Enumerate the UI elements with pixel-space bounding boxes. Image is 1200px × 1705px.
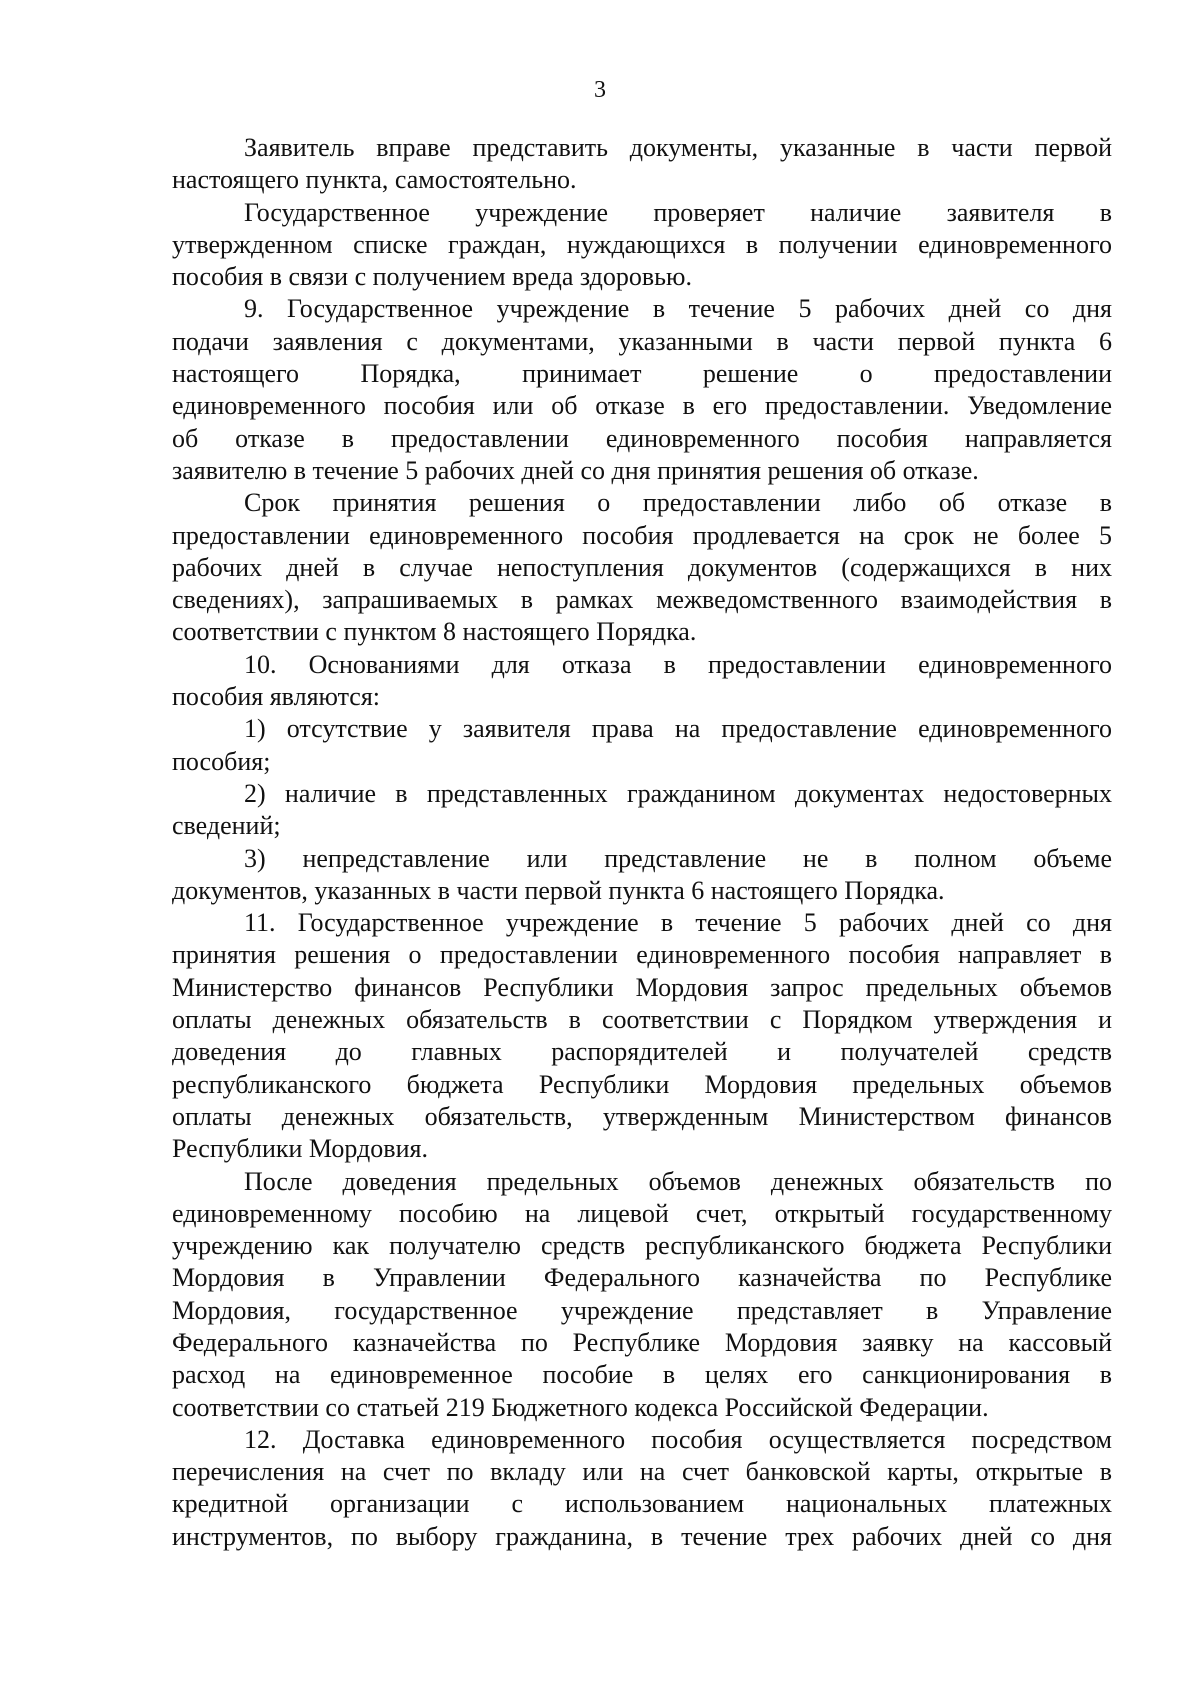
text-line: принятия решения о предоставлении единовременного пособия направляет в — [172, 940, 1112, 970]
page-number: 3 — [594, 77, 606, 103]
text-line: 10. Основаниями для отказа в предоставлении единовременного — [244, 649, 1112, 679]
paragraph — [172, 778, 1112, 843]
text-line: 1) отсутствие у заявителя права на предоставление единовременного — [244, 714, 1112, 744]
paragraph — [172, 1424, 1112, 1553]
text-line: Федерального казначейства по Республике Мордовия заявку на кассовый — [172, 1327, 1112, 1357]
paragraph — [172, 843, 1112, 908]
text-line: учреждению как получателю средств республиканского бюджета Республики — [172, 1231, 1112, 1261]
text-line: Государственное учреждение проверяет наличие заявителя в — [244, 197, 1112, 227]
text-line: оплаты денежных обязательств в соответствии с Порядком утверждения и — [172, 1005, 1112, 1035]
text-line: рабочих дней в случае непоступления документов (содержащихся в них — [172, 552, 1112, 582]
text-line: 2) наличие в представленных гражданином документах недостоверных — [244, 778, 1112, 808]
text-line: подачи заявления с документами, указанными в части первой пункта 6 — [172, 326, 1112, 356]
text-line: доведения до главных распорядителей и получателей средств — [172, 1037, 1112, 1067]
paragraph — [172, 649, 1112, 714]
text-line: Министерство финансов Республики Мордовия запрос предельных объемов — [172, 972, 1112, 1002]
text-line: пособия являются: — [172, 682, 381, 712]
text-line: утвержденном списке граждан, нуждающихся в получении единовременного — [172, 229, 1112, 259]
text-line: 3) непредставление или представление не в полном объеме — [244, 843, 1112, 873]
text-line: соответствии со статьей 219 Бюджетного кодекса Российской Федерации. — [172, 1392, 989, 1422]
text-line: сведениях), запрашиваемых в рамках межведомственного взаимодействия в — [172, 585, 1112, 615]
text-line: 12. Доставка единовременного пособия осуществляется посредством — [244, 1424, 1112, 1454]
text-line: об отказе в предоставлении единовременного пособия направляется — [172, 423, 1112, 453]
text-line: инструментов, по выбору гражданина, в течение трех рабочих дней со дня — [172, 1521, 1112, 1551]
text-line: единовременному пособию на лицевой счет, открытый государственному — [172, 1198, 1112, 1228]
text-line: настоящего пункта, самостоятельно. — [172, 165, 577, 195]
text-line: сведений; — [172, 811, 281, 841]
text-line: Срок принятия решения о предоставлении либо об отказе в — [244, 488, 1112, 518]
text-line: Мордовия в Управлении Федерального казначейства по Республике — [172, 1263, 1112, 1293]
paragraph — [172, 713, 1112, 778]
text-line: настоящего Порядка, принимает решение о предоставлении — [172, 359, 1112, 389]
paragraph — [172, 1166, 1112, 1424]
text-line: предоставлении единовременного пособия продлевается на срок не более 5 — [172, 520, 1112, 550]
text-line: 9. Государственное учреждение в течение 5 рабочих дней со дня — [244, 294, 1112, 324]
document-body — [172, 132, 1112, 1553]
paragraph — [172, 197, 1112, 294]
text-line: Республики Мордовия. — [172, 1134, 428, 1164]
text-line: пособия; — [172, 746, 271, 776]
paragraph — [172, 907, 1112, 1165]
text-line: перечисления на счет по вкладу или на счет банковской карты, открытые в — [172, 1457, 1112, 1487]
text-line: республиканского бюджета Республики Мордовия предельных объемов — [172, 1069, 1112, 1099]
text-line: После доведения предельных объемов денежных обязательств по — [244, 1166, 1112, 1196]
text-line: Заявитель вправе представить документы, указанные в части первой — [244, 133, 1112, 162]
text-line: Мордовия, государственное учреждение представляет в Управление — [172, 1295, 1112, 1325]
text-line: пособия в связи с получением вреда здоровью. — [172, 262, 692, 292]
text-line: оплаты денежных обязательств, утвержденным Министерством финансов — [172, 1101, 1112, 1131]
paragraph — [172, 293, 1112, 487]
text-line: заявителю в течение 5 рабочих дней со дня принятия решения об отказе. — [172, 455, 979, 485]
paragraph — [172, 487, 1112, 648]
text-line: расход на единовременное пособие в целях его санкционирования в — [172, 1360, 1112, 1390]
text-line: кредитной организации с использованием национальных платежных — [172, 1489, 1112, 1519]
paragraph — [172, 132, 1112, 197]
text-line: соответствии с пунктом 8 настоящего Порядка. — [172, 617, 697, 647]
text-line: 11. Государственное учреждение в течение 5 рабочих дней со дня — [244, 908, 1112, 938]
text-line: документов, указанных в части первой пункта 6 настоящего Порядка. — [172, 875, 945, 905]
text-line: единовременного пособия или об отказе в его предоставлении. Уведомление — [172, 391, 1112, 421]
